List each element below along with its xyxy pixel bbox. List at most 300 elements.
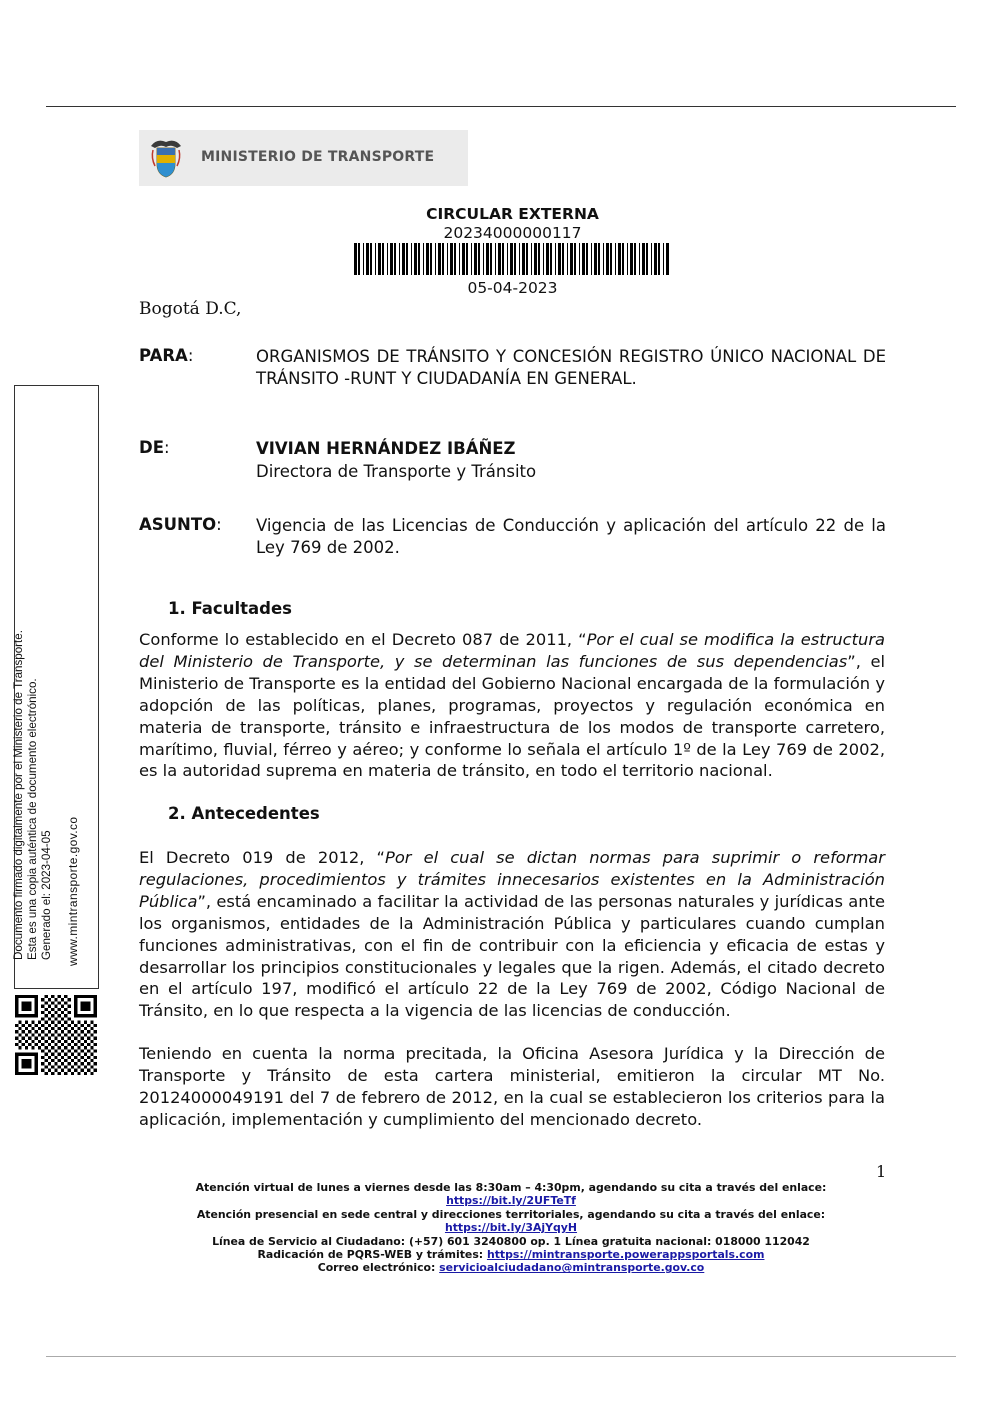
qr-module <box>25 1033 28 1036</box>
qr-module <box>25 1065 28 1068</box>
qr-module <box>71 1021 74 1024</box>
qr-module <box>35 1062 38 1065</box>
qr-module <box>74 1001 77 1004</box>
qr-module <box>51 1059 54 1062</box>
qr-module <box>22 1065 25 1068</box>
decree-title: Por el cual se dictan normas para suprimir o reformar regulaciones, procedimientos y trámites innecesarios existentes en la Administración Pública <box>139 848 885 911</box>
footer-inperson-attention: Atención presencial en sede central y direcciones territoriales, agendando su cita a través del enlace: <box>196 1207 826 1221</box>
qr-module <box>22 1014 25 1017</box>
barcode-bar <box>582 243 585 275</box>
qr-module <box>51 1053 54 1056</box>
qr-module <box>64 1008 67 1011</box>
qr-module <box>18 995 21 998</box>
qr-module <box>38 1046 41 1049</box>
qr-module <box>90 1065 93 1068</box>
qr-module <box>31 995 34 998</box>
qr-module <box>51 1072 54 1075</box>
qr-module <box>41 1011 44 1014</box>
qr-module <box>45 995 48 998</box>
qr-module <box>15 1043 18 1046</box>
qr-module <box>94 1008 97 1011</box>
qr-module <box>84 1072 87 1075</box>
qr-module <box>61 1005 64 1008</box>
email-label: Correo electrónico: <box>317 1261 440 1275</box>
qr-module <box>84 1059 87 1062</box>
qr-module <box>15 1062 18 1065</box>
qr-module <box>94 1011 97 1014</box>
qr-module <box>22 1072 25 1075</box>
qr-module <box>67 1005 70 1008</box>
qr-module <box>45 1014 48 1017</box>
para-label-row <box>139 346 193 365</box>
qr-module <box>54 1024 57 1027</box>
barcode-bar <box>418 243 420 275</box>
qr-module <box>74 1037 77 1040</box>
qr-module <box>67 1037 70 1040</box>
qr-module <box>15 1056 18 1059</box>
qr-module <box>31 1021 34 1024</box>
qr-module <box>54 1056 57 1059</box>
qr-module <box>31 1072 34 1075</box>
footer-virtual-attention: Atención virtual de lunes a viernes desde las 8:30am – 4:30pm, agendando su cita a través del enlace: <box>195 1181 827 1194</box>
qr-module <box>58 1008 61 1011</box>
qr-module <box>58 1046 61 1049</box>
qr-module <box>94 1030 97 1033</box>
qr-module <box>94 1049 97 1052</box>
qr-module <box>31 1027 34 1030</box>
qr-module <box>35 1043 38 1046</box>
qr-module <box>22 1005 25 1008</box>
qr-module <box>18 1021 21 1024</box>
barcode-bar <box>514 243 516 275</box>
qr-module <box>61 1049 64 1052</box>
qr-module <box>64 1046 67 1049</box>
qr-module <box>58 1001 61 1004</box>
de-label-row <box>139 438 170 457</box>
barcode-bar <box>478 243 480 275</box>
qr-module <box>51 1001 54 1004</box>
barcode-bar <box>399 243 400 275</box>
signature-line-2: Esta es una copia auténtica de documento electrónico. <box>25 678 39 960</box>
para-label: PARA <box>139 346 188 365</box>
barcode-bar <box>558 243 561 275</box>
qr-module <box>71 1046 74 1049</box>
qr-module <box>94 1043 97 1046</box>
footer-contact <box>166 1181 856 1275</box>
pqrs-label: Radicación de PQRS-WEB y trámites: <box>257 1248 487 1262</box>
section-heading-facultades: 1. Facultades <box>168 599 292 618</box>
qr-module <box>25 1014 28 1017</box>
qr-module <box>15 1011 18 1014</box>
barcode-bar <box>570 243 573 275</box>
barcode-bar <box>531 243 532 275</box>
sender-name: VIVIAN HERNÁNDEZ IBÁÑEZ <box>256 439 516 458</box>
qr-module <box>15 1008 18 1011</box>
qr-module <box>87 1056 90 1059</box>
de-colon: : <box>163 438 170 457</box>
qr-module <box>61 1062 64 1065</box>
qr-module <box>90 1027 93 1030</box>
ministry-name: MINISTERIO DE TRANSPORTE <box>201 149 435 165</box>
barcode-bar <box>639 243 640 275</box>
qr-module <box>28 1014 31 1017</box>
qr-module <box>54 1037 57 1040</box>
qr-module <box>45 1059 48 1062</box>
barcode-bar <box>454 243 456 275</box>
bottom-rule <box>46 1356 956 1357</box>
barcode-bar <box>546 243 549 275</box>
qr-module <box>25 1040 28 1043</box>
barcode-bar <box>483 243 484 275</box>
barcode <box>354 243 670 275</box>
qr-module <box>22 995 25 998</box>
qr-code-icon <box>15 995 97 1075</box>
page-number: 1 <box>876 1162 887 1181</box>
qr-module <box>74 1024 77 1027</box>
qr-module <box>67 1017 70 1020</box>
qr-module <box>48 1069 51 1072</box>
qr-module <box>35 1069 38 1072</box>
qr-module <box>61 1030 64 1033</box>
qr-module <box>25 1046 28 1049</box>
qr-module <box>84 1005 87 1008</box>
barcode-bar <box>354 243 357 275</box>
barcode-bar <box>615 243 616 275</box>
qr-module <box>15 1005 18 1008</box>
qr-module <box>74 1005 77 1008</box>
barcode-bar <box>534 243 537 275</box>
qr-module <box>45 1046 48 1049</box>
qr-module <box>28 1030 31 1033</box>
qr-module <box>25 995 28 998</box>
barcode-bar <box>654 243 657 275</box>
qr-module <box>45 1027 48 1030</box>
qr-module <box>41 1062 44 1065</box>
qr-module <box>64 1059 67 1062</box>
qr-module <box>38 1027 41 1030</box>
qr-module <box>74 1014 77 1017</box>
qr-module <box>48 1005 51 1008</box>
qr-module <box>58 1040 61 1043</box>
qr-module <box>35 1072 38 1075</box>
qr-module <box>90 1033 93 1036</box>
top-rule <box>46 106 956 107</box>
qr-module <box>58 1072 61 1075</box>
barcode-bar <box>574 243 576 275</box>
barcode-bar <box>606 243 609 275</box>
qr-module <box>94 1014 97 1017</box>
qr-module <box>51 995 54 998</box>
qr-module <box>58 995 61 998</box>
qr-module <box>77 1033 80 1036</box>
qr-module <box>41 1017 44 1020</box>
barcode-bar <box>666 243 669 275</box>
barcode-bar <box>646 243 648 275</box>
barcode-bar <box>459 243 460 275</box>
text-run: Conforme lo establecido en el Decreto 087 de 2011, “ <box>139 630 587 649</box>
qr-module <box>48 1062 51 1065</box>
qr-module <box>41 998 44 1001</box>
barcode-bar <box>402 243 405 275</box>
qr-module <box>48 1030 51 1033</box>
qr-module <box>54 998 57 1001</box>
qr-module <box>35 995 38 998</box>
text-run: ”, el Ministerio de Transporte es la entidad del Gobierno Nacional encargada de la formulación y adopción de las políticas, planes, programas, proyectos y regulación económica en materia de transporte, tránsito e infraestructura de los modos de transporte carretero, marítimo, fluvial, férreo y aéreo; y conforme lo señala el artículo 1º de la Ley 769 de 2002, es la autoridad suprema en materia de tránsito, en todo el territorio nacional. <box>139 651 885 781</box>
qr-module <box>54 1017 57 1020</box>
barcode-bar <box>502 243 504 275</box>
qr-module <box>61 998 64 1001</box>
barcode-bar <box>627 243 628 275</box>
qr-module <box>28 1024 31 1027</box>
qr-module <box>77 1046 80 1049</box>
qr-module <box>41 1024 44 1027</box>
qr-module <box>51 1046 54 1049</box>
qr-module <box>90 1053 93 1056</box>
qr-module <box>48 1017 51 1020</box>
place-date-city: Bogotá D.C, <box>139 299 242 319</box>
qr-module <box>31 1046 34 1049</box>
qr-module <box>81 1001 84 1004</box>
qr-module <box>54 1049 57 1052</box>
qr-module <box>35 1037 38 1040</box>
barcode-bar <box>363 243 364 275</box>
qr-module <box>38 1021 41 1024</box>
qr-module <box>22 1059 25 1062</box>
text-run: ”, está encaminado a facilitar la actividad de las personas naturales y jurídicas ante los organismos, entidades de la Administración Pública y particulares cuando cumplan funciones administrativas, con el fin de contribuir con la eficiencia y eficacia de estas y desarrollar los principios constitucionales y legales que la rigen. Además, el citado decreto en el artículo 197, modificó el artículo 22 de la Ley 769 de 2002, Código Nacional de Tránsito, en lo que respecta a la vigencia de las licencias de conducción. <box>139 891 885 1021</box>
qr-module <box>81 1005 84 1008</box>
barcode-bar <box>567 243 568 275</box>
qr-module <box>18 1046 21 1049</box>
qr-module <box>15 1030 18 1033</box>
qr-module <box>48 1056 51 1059</box>
qr-module <box>54 1005 57 1008</box>
qr-module <box>67 1011 70 1014</box>
qr-module <box>81 1008 84 1011</box>
barcode-bar <box>430 243 432 275</box>
barcode-bar <box>406 243 408 275</box>
de-label: DE <box>139 438 164 457</box>
qr-module <box>77 1065 80 1068</box>
qr-module <box>28 1065 31 1068</box>
qr-module <box>35 1065 38 1068</box>
qr-module <box>41 1005 44 1008</box>
barcode-bar <box>658 243 660 275</box>
qr-module <box>61 1017 64 1020</box>
qr-module <box>51 1021 54 1024</box>
qr-module <box>28 1037 31 1040</box>
qr-module <box>25 1072 28 1075</box>
qr-module <box>58 1059 61 1062</box>
qr-module <box>41 1043 44 1046</box>
qr-module <box>81 1014 84 1017</box>
qr-module <box>35 1014 38 1017</box>
barcode-bar <box>519 243 520 275</box>
qr-module <box>15 995 18 998</box>
qr-module <box>58 1014 61 1017</box>
qr-module <box>31 1033 34 1036</box>
qr-module <box>84 1008 87 1011</box>
qr-module <box>87 1005 90 1008</box>
qr-module <box>22 1001 25 1004</box>
paragraph-antecedentes-1 <box>139 847 885 1022</box>
qr-module <box>77 1053 80 1056</box>
ministry-website: www.mintransporte.gov.co <box>66 816 80 966</box>
qr-module <box>54 1011 57 1014</box>
barcode-bar <box>591 243 592 275</box>
qr-module <box>77 1072 80 1075</box>
qr-module <box>87 1030 90 1033</box>
qr-module <box>31 1014 34 1017</box>
qr-module <box>48 1049 51 1052</box>
email-link[interactable]: servicioalciudadano@mintransporte.gov.co <box>439 1261 705 1275</box>
barcode-bar <box>486 243 489 275</box>
qr-module <box>84 1001 87 1004</box>
qr-module <box>58 1033 61 1036</box>
qr-module <box>67 1024 70 1027</box>
qr-module <box>22 1037 25 1040</box>
qr-module <box>77 1014 80 1017</box>
circular-date: 05-04-2023 <box>467 279 558 297</box>
qr-module <box>51 1065 54 1068</box>
pqrs-link[interactable]: https://mintransporte.powerappsportals.com <box>486 1248 765 1262</box>
qr-module <box>51 1033 54 1036</box>
barcode-bar <box>498 243 501 275</box>
qr-module <box>71 1053 74 1056</box>
qr-module <box>54 1043 57 1046</box>
qr-module <box>15 1024 18 1027</box>
qr-module <box>64 1027 67 1030</box>
qr-module <box>28 995 31 998</box>
qr-module <box>87 1062 90 1065</box>
qr-module <box>18 1027 21 1030</box>
virtual-appointment-link[interactable]: https://bit.ly/2UFTeTf <box>446 1194 576 1208</box>
qr-module <box>35 1024 38 1027</box>
qr-module <box>51 1040 54 1043</box>
qr-module <box>54 1030 57 1033</box>
qr-module <box>38 1040 41 1043</box>
barcode-bar <box>598 243 600 275</box>
qr-module <box>74 995 77 998</box>
barcode-bar <box>471 243 472 275</box>
qr-module <box>22 1062 25 1065</box>
qr-module <box>64 1014 67 1017</box>
sender-position: Directora de Transporte y Tránsito <box>256 462 537 481</box>
qr-module <box>67 1030 70 1033</box>
qr-module <box>74 1069 77 1072</box>
qr-module <box>94 1001 97 1004</box>
qr-module <box>45 1008 48 1011</box>
qr-module <box>28 1062 31 1065</box>
qr-module <box>22 1030 25 1033</box>
qr-module <box>28 1008 31 1011</box>
qr-module <box>25 1021 28 1024</box>
barcode-bar <box>438 243 441 275</box>
qr-module <box>81 1056 84 1059</box>
signature-line-1: Documento firmado digitalmente por el Ministerio de Transporte. <box>12 630 25 960</box>
qr-module <box>25 1005 28 1008</box>
qr-module <box>22 1043 25 1046</box>
signature-statement <box>12 630 53 960</box>
qr-module <box>48 1024 51 1027</box>
qr-module <box>87 1014 90 1017</box>
qr-module <box>35 1056 38 1059</box>
barcode-bar <box>390 243 393 275</box>
text-run: El Decreto 019 de 2012, “ <box>139 848 385 867</box>
qr-module <box>18 1014 21 1017</box>
qr-module <box>84 1027 87 1030</box>
qr-module <box>64 1021 67 1024</box>
barcode-bar <box>562 243 564 275</box>
qr-module <box>90 1059 93 1062</box>
qr-module <box>45 1065 48 1068</box>
footer-phone-line: Línea de Servicio al Ciudadano: (+57) 601 3240800 op. 1 Línea gratuita nacional: 018000 112042 <box>212 1234 810 1248</box>
barcode-bar <box>663 243 664 275</box>
inperson-appointment-link[interactable]: https://bit.ly/3AjYqyH <box>444 1221 578 1235</box>
qr-module <box>81 1037 84 1040</box>
asunto-colon: : <box>216 515 222 534</box>
qr-module <box>25 1008 28 1011</box>
barcode-bar <box>603 243 604 275</box>
barcode-bar <box>387 243 388 275</box>
qr-module <box>77 1027 80 1030</box>
qr-module <box>90 1021 93 1024</box>
qr-module <box>15 1014 18 1017</box>
barcode-bar <box>651 243 652 275</box>
qr-module <box>67 1049 70 1052</box>
qr-module <box>41 1056 44 1059</box>
qr-module <box>94 1037 97 1040</box>
qr-module <box>74 1011 77 1014</box>
qr-module <box>64 1040 67 1043</box>
subject-value: Vigencia de las Licencias de Conducción y aplicación del artículo 22 de la Ley 769 de 2002. <box>256 516 886 557</box>
qr-module <box>41 1049 44 1052</box>
barcode-bar <box>586 243 588 275</box>
qr-module <box>64 995 67 998</box>
qr-module <box>67 1062 70 1065</box>
qr-module <box>61 1037 64 1040</box>
qr-module <box>15 1053 18 1056</box>
barcode-bar <box>510 243 513 275</box>
qr-module <box>87 1001 90 1004</box>
qr-module <box>90 1072 93 1075</box>
qr-module <box>94 1024 97 1027</box>
barcode-bar <box>435 243 436 275</box>
qr-module <box>35 1001 38 1004</box>
qr-module <box>64 1033 67 1036</box>
barcode-bar <box>594 243 597 275</box>
qr-module <box>61 1011 64 1014</box>
qr-module <box>25 1001 28 1004</box>
qr-module <box>35 1008 38 1011</box>
qr-module <box>45 1033 48 1036</box>
barcode-bar <box>555 243 556 275</box>
barcode-bar <box>634 243 636 275</box>
barcode-bar <box>450 243 453 275</box>
qr-module <box>22 1008 25 1011</box>
qr-module <box>84 1033 87 1036</box>
qr-module <box>84 1053 87 1056</box>
qr-module <box>31 1040 34 1043</box>
barcode-bar <box>462 243 465 275</box>
qr-module <box>67 1069 70 1072</box>
barcode-bar <box>466 243 468 275</box>
qr-module <box>41 1069 44 1072</box>
barcode-bar <box>366 243 369 275</box>
qr-module <box>87 1043 90 1046</box>
qr-module <box>18 1053 21 1056</box>
barcode-bar <box>490 243 492 275</box>
barcode-bar <box>382 243 384 275</box>
